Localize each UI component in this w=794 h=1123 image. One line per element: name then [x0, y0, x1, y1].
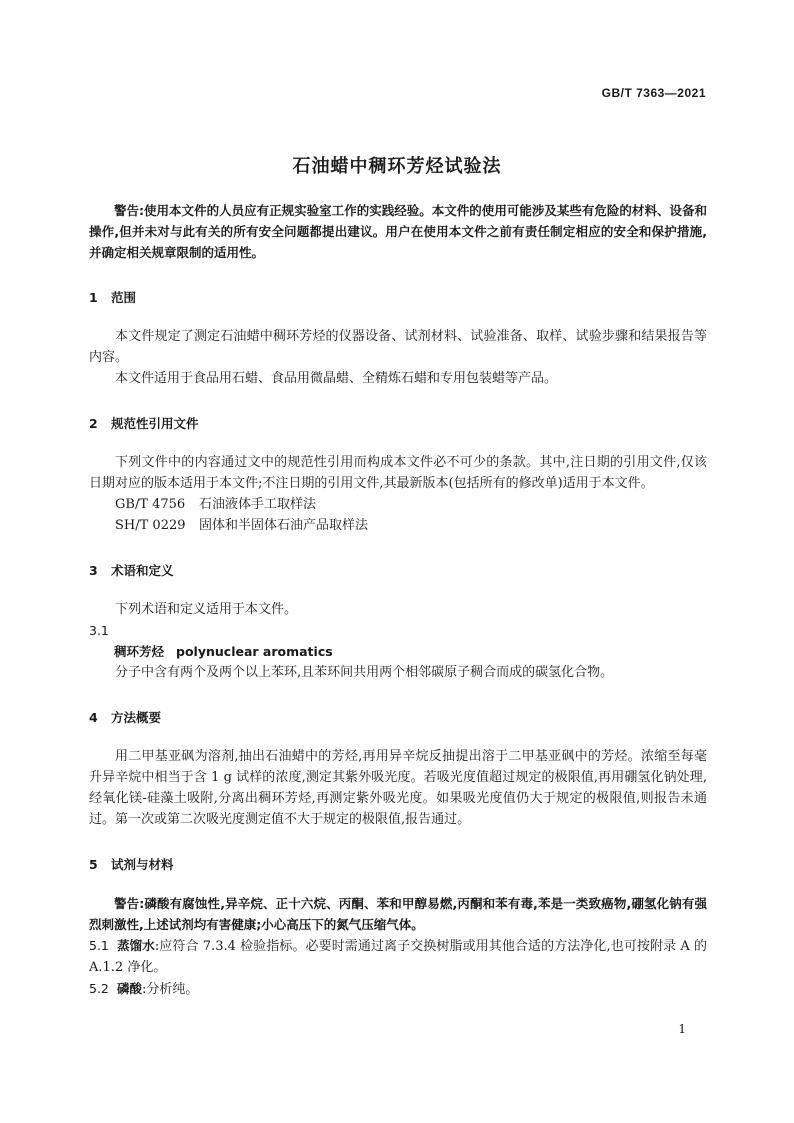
reagent-warning: 警告:磷酸有腐蚀性,异辛烷、正十六烷、丙酮、苯和甲醇易燃,丙酮和苯有毒,苯是一类致癌物,硼氢化钠有强烈刺激性,上述试剂均有害健康;小心高压下的氮气压缩气体。: [89, 896, 707, 932]
clause-number: 5.2: [89, 981, 109, 996]
reference-code: SH/T 0229: [115, 518, 186, 533]
term-chinese: 稠环芳烃: [114, 644, 165, 659]
reference-title: 石油液体手工取样法: [199, 497, 317, 512]
section-number: 1: [89, 290, 98, 305]
term-entry: [89, 641, 707, 662]
section-2-paragraph-1: 下列文件中的内容通过文中的规范性引用而构成本文件必不可少的条款。其中,注日期的引用文件,仅该日期对应的版本适用于本文件;不注日期的引用文件,其最新版本(包括所有的修改单)适用于本文件。: [89, 455, 707, 491]
section-3-heading: [89, 560, 707, 581]
section-5-heading: [89, 854, 707, 875]
section-4-paragraph-1: 用二甲基亚砜为溶剂,抽出石油蜡中的芳烃,再用异辛烷反抽提出溶于二甲基亚砜中的芳烃。浓缩至每毫升异辛烷中相当于含 1 g 试样的浓度,测定其紫外吸光度。若吸光度值超过规定的极限值,再用硼氢化钠处理,经氧化镁-硅藻土吸附,分离出稠环芳烃,再测定紫外吸光度。如果吸光度值仍大于规定的极限值,则报告未通过。第一次或第二次吸光度测定值不大于规定的极限值,报告通过。: [89, 749, 707, 827]
clause-number: 5.1: [89, 938, 109, 953]
reference-item: [89, 515, 707, 536]
page-number: 1: [678, 1022, 686, 1036]
section-number: 2: [89, 416, 98, 431]
reference-item: [89, 494, 707, 515]
clause-5-2: [89, 978, 707, 1000]
clause-5-1: [89, 935, 707, 978]
section-title: 方法概要: [111, 710, 162, 725]
section-number: 4: [89, 710, 98, 725]
term-number: 3.1: [89, 623, 109, 638]
section-3-paragraph-1: 下列术语和定义适用于本文件。: [115, 602, 298, 617]
standard-code: GB/T 7363—2021: [601, 86, 706, 100]
section-number: 3: [89, 563, 98, 578]
section-1-heading: [89, 287, 707, 308]
section-title: 试剂与材料: [111, 857, 174, 872]
section-title: 规范性引用文件: [111, 416, 199, 431]
reference-title: 固体和半固体石油产品取样法: [199, 518, 369, 533]
section-2-heading: [89, 413, 707, 434]
clause-text: :分析纯。: [142, 982, 199, 997]
section-number: 5: [89, 857, 98, 872]
section-1-paragraph-2: 本文件适用于食品用石蜡、食品用微晶蜡、全精炼石蜡和专用包装蜡等产品。: [115, 371, 558, 386]
document-title: 石油蜡中稠环芳烃试验法: [292, 156, 502, 177]
document-body: [89, 200, 707, 1000]
term-definition: 分子中含有两个及两个以上苯环,且苯环间共用两个相邻碳原子稠合而成的碳氢化合物。: [115, 665, 614, 680]
term-english: polynuclear aromatics: [176, 644, 333, 659]
section-title: 范围: [111, 290, 137, 305]
section-1-paragraph-1: 本文件规定了测定石油蜡中稠环芳烃的仪器设备、试剂材料、试验准备、取样、试验步骤和结果报告等内容。: [89, 329, 707, 365]
clause-label: 蒸馏水: [117, 938, 155, 953]
section-title: 术语和定义: [111, 563, 174, 578]
safety-warning: 警告:使用本文件的人员应有正规实验室工作的实践经验。本文件的使用可能涉及某些有危险的材料、设备和操作,但并未对与此有关的所有安全问题都提出建议。用户在使用本文件之前有责任制定相应的安全和保护措施,并确定相关规章限制的适用性。: [89, 203, 707, 260]
clause-label: 磷酸: [117, 981, 143, 996]
clause-text: :应符合 7.3.4 检验指标。必要时需通过离子交换树脂或用其他合适的方法净化,也可按附录 A 的 A.1.2 净化。: [89, 939, 707, 975]
section-4-heading: [89, 707, 707, 728]
reference-code: GB/T 4756: [115, 497, 186, 512]
